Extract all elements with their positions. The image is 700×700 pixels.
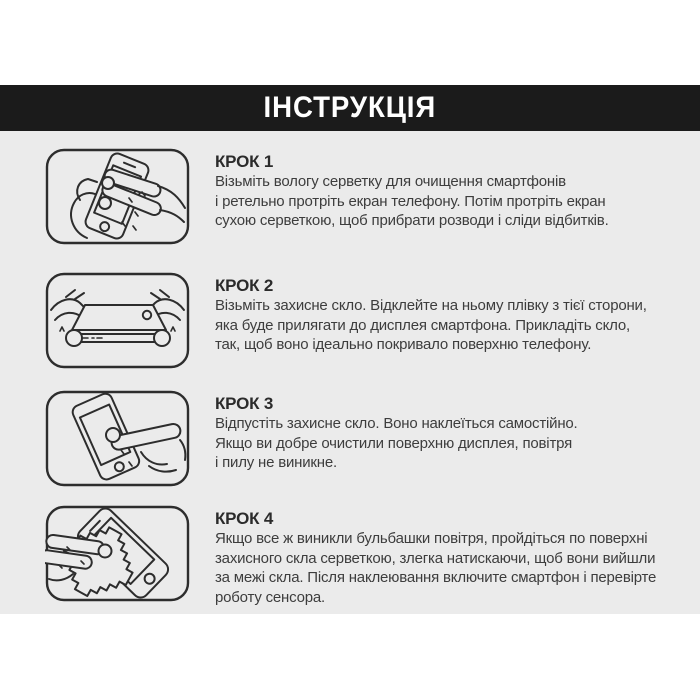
step-text-line: роботу сенсора. bbox=[215, 588, 325, 606]
page-title: ІНСТРУКЦІЯ bbox=[263, 91, 437, 124]
step-text-line: Відпустіть захисне скло. Воно наклеїться самостійно. bbox=[215, 415, 578, 432]
step-text-line: і ретельно протріть екран телефону. Потім протріть екран bbox=[215, 192, 606, 210]
release-glass-finger-press-illustration bbox=[45, 390, 190, 487]
step-text-block bbox=[215, 151, 683, 231]
step-text-block bbox=[215, 275, 683, 355]
header-bar bbox=[0, 85, 700, 131]
step-row-1 bbox=[45, 148, 685, 245]
step-text-line: і пилу не виникне. bbox=[215, 454, 337, 471]
step-row-2 bbox=[45, 272, 685, 369]
step-text-block bbox=[215, 508, 683, 607]
step-text-line: Візьміть захисне скло. Відклейте на ньому плівку з тієї сторони, bbox=[215, 297, 647, 314]
step-text-block bbox=[215, 393, 683, 473]
step-title: КРОК 2 bbox=[215, 276, 274, 295]
step-text-line: яка буде прилягати до дисплея смартфона. Прикладіть скло, bbox=[215, 316, 630, 334]
step-row-4 bbox=[45, 505, 685, 606]
step-title: КРОК 1 bbox=[215, 152, 274, 171]
step-text-line: за межі скла. Після наклеювання включите смартфон і перевірте bbox=[215, 569, 657, 586]
step-text-line: захисного скла серветкою, злегка натискаючи, щоб вони вийшли bbox=[215, 549, 656, 567]
step-text-line: так, щоб воно ідеально покривало поверхню телефону. bbox=[215, 336, 592, 353]
step-row-3 bbox=[45, 390, 685, 487]
step-text-line: Якщо ви добре очистили поверхню дисплея, повітря bbox=[215, 434, 573, 452]
clean-screen-with-wipe-illustration bbox=[45, 148, 190, 245]
step-title: КРОК 3 bbox=[215, 394, 274, 413]
apply-glass-two-hands-illustration bbox=[45, 272, 190, 369]
step-text-line: Візьміть вологу серветку для очищення смартфонів bbox=[215, 173, 566, 190]
step-title: КРОК 4 bbox=[215, 509, 274, 528]
steps-section bbox=[0, 131, 700, 614]
step-text-line: Якщо все ж виникли бульбашки повітря, пройдіться по поверхні bbox=[215, 530, 648, 547]
step-text-line: сухою серветкою, щоб прибрати розводи і сліди відбитків. bbox=[215, 212, 609, 229]
wipe-out-bubbles-cloth-illustration bbox=[45, 505, 190, 602]
